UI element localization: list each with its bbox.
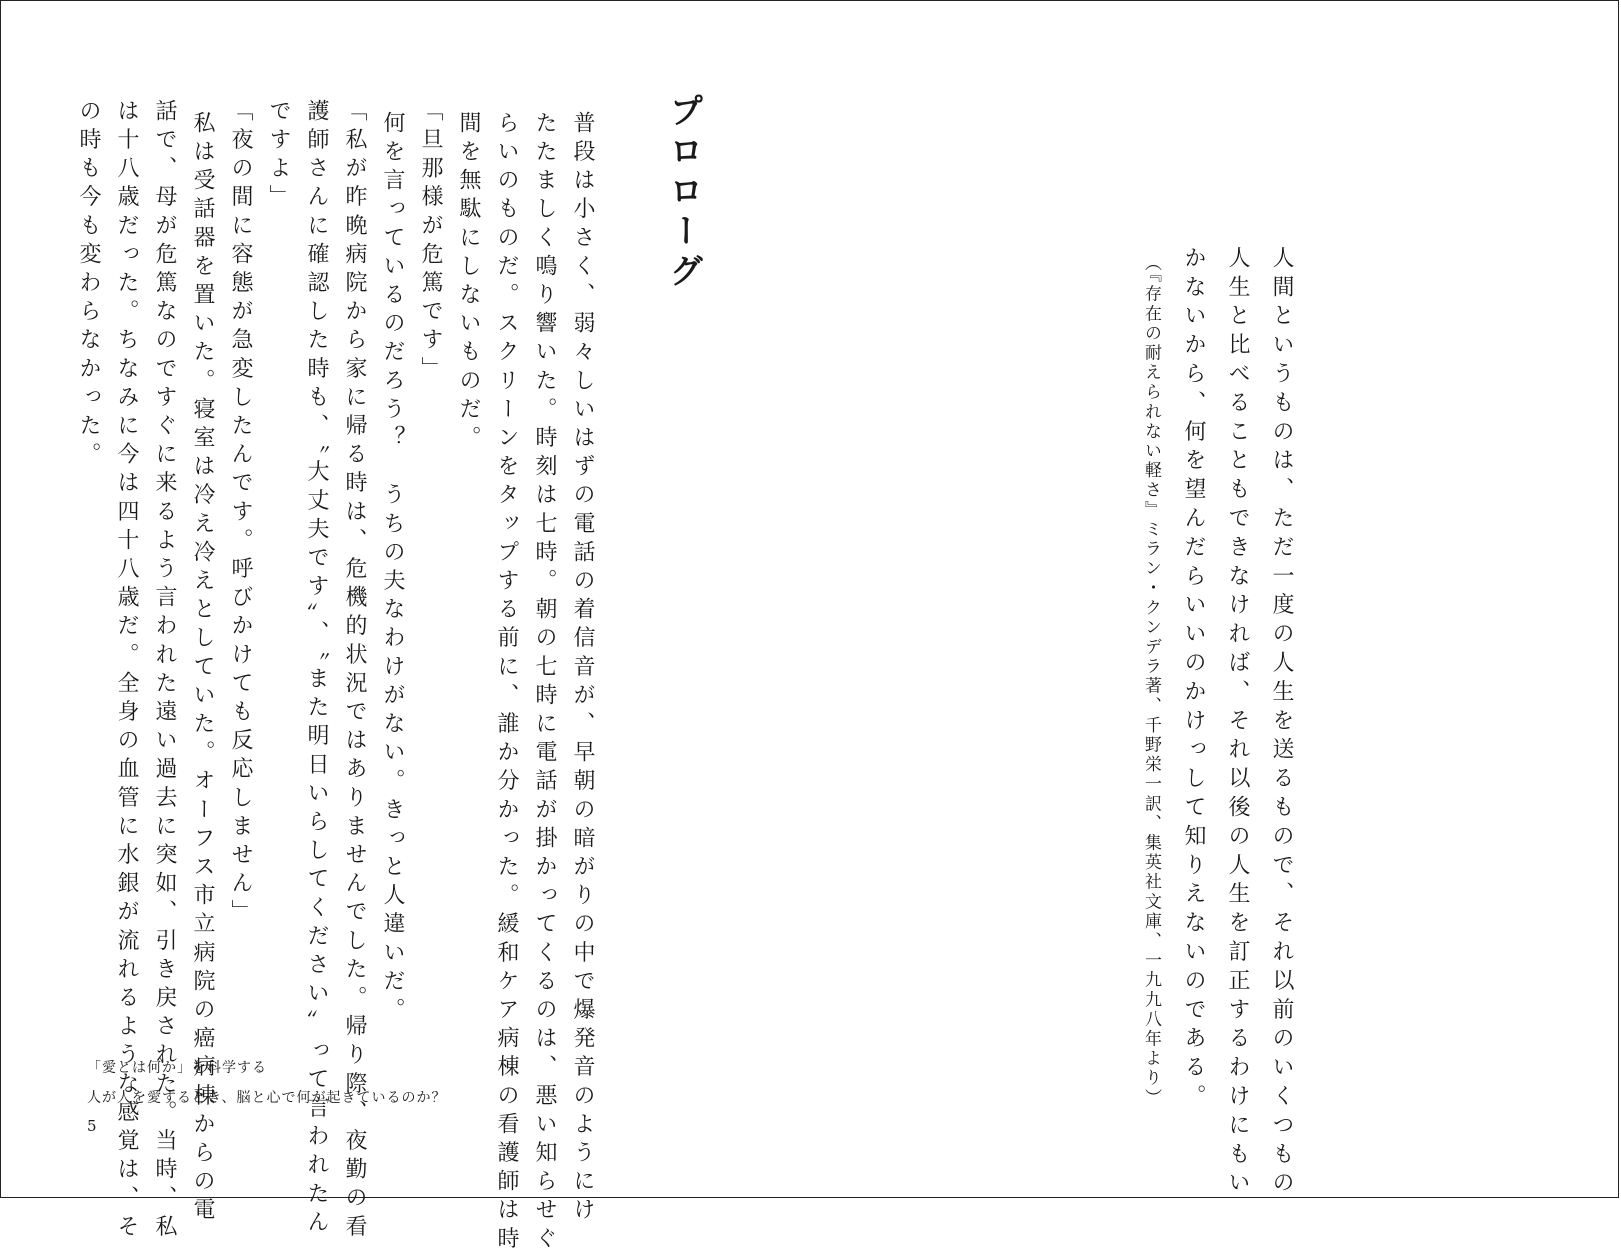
body-line: 普段は小さく、弱々しいはずの電話の着信音が、早朝の暗がりの中で爆発音のようにけ — [570, 111, 595, 1227]
footer-subtitle: 人が人を愛するとき、脳と心で何が起きているのか？ — [87, 1090, 447, 1106]
body-line: 「夜の間に容態が急変したんです。呼びかけても反応しません」 — [228, 99, 253, 929]
footer-book-title: 「愛とは何か」を科学する — [87, 1060, 267, 1076]
epigraph-line: 人間というものは、ただ一度の人生を送るもので、それ以前のいくつもの — [1269, 246, 1294, 1200]
body-line: 間を無駄にしないものだ。 — [456, 111, 481, 455]
body-line: 何を言っているのだろう？ うちの夫なわけがない。きっと人違いだ。 — [380, 111, 405, 1027]
epigraph-citation: （『存在の耐えられない軽さ』ミラン・クンデラ著、千野栄一訳、集英社文庫、一九九八年より） — [1141, 254, 1161, 1108]
body-line: 話で、母が危篤なのですぐに来るよう言われた遠い過去に突如、引き戻された。当時、私 — [152, 99, 177, 1243]
body-line: 「旦那様が危篤です」 — [418, 99, 443, 385]
body-line: 私は受話器を置いた。寝室は冷え冷えとしていた。オーフス市立病院の癌病棟からの電 — [190, 111, 215, 1227]
epigraph-line: かないから、何を望んだらいいのかけっして知りえないのである。 — [1181, 246, 1206, 1113]
body-line: らいのものだ。スクリーンをタップする前に、誰か分かった。緩和ケア病棟の看護師は時 — [494, 111, 519, 1255]
body-line: 「私が昨晩病院から家に帰る時は、危機的状況ではありませんでした。帰り際、夜勤の看 — [342, 99, 367, 1243]
body-line: たたましく鳴り響いた。時刻は七時。朝の七時に電話が掛かってくるのは、悪い知らせぐ — [532, 111, 557, 1255]
body-line: の時も今も変わらなかった。 — [76, 99, 101, 471]
body-line: は十八歳だった。ちなみに今は四十八歳だ。全身の血管に水銀が流れるような感覚は、そ — [114, 99, 139, 1243]
body-line: 護師さんに確認した時も、〝大丈夫です〟、〝また明日いらしてください〟って言われたん — [304, 99, 329, 1239]
page-number: 5 — [87, 1117, 97, 1135]
chapter-title: プロローグ — [663, 93, 703, 293]
epigraph-line: 人生と比べることもできなければ、それ以後の人生を訂正するわけにもい — [1225, 246, 1250, 1200]
body-line: ですよ」 — [266, 99, 291, 214]
